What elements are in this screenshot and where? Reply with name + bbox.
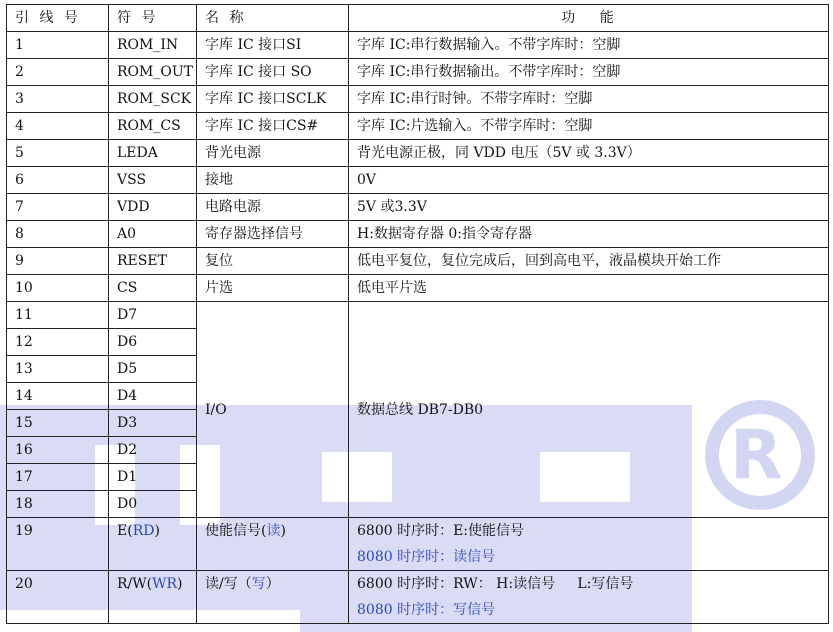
table-row (7, 518, 829, 571)
cell-name (197, 571, 349, 624)
cell-bus-function: 数据总线 DB7-DB0 (349, 302, 829, 518)
cell-pin: 13 (7, 356, 109, 383)
cell-pin: 3 (7, 86, 109, 113)
header-name: 名 称 (197, 5, 349, 32)
cell-symbol: RESET (109, 248, 197, 275)
symbol-prefix: R/W( (117, 576, 153, 592)
function-line-8080: 8080 时序时：读信号 (357, 549, 496, 565)
cell-pin: 9 (7, 248, 109, 275)
name-suffix: ） (265, 576, 280, 592)
header-symbol: 符 号 (109, 5, 197, 32)
cell-pin: 20 (7, 571, 109, 624)
cell-symbol: ROM_SCK (109, 86, 197, 113)
symbol-suffix: ) (154, 523, 160, 539)
cell-symbol: ROM_OUT (109, 59, 197, 86)
table-row (7, 221, 829, 248)
cell-symbol: A0 (109, 221, 197, 248)
cell-symbol: D3 (109, 410, 197, 437)
cell-name: 复位 (197, 248, 349, 275)
cell-symbol: LEDA (109, 140, 197, 167)
cell-symbol: D0 (109, 491, 197, 518)
symbol-alt: RD (132, 523, 155, 539)
cell-function: 低电平片选 (349, 275, 829, 302)
cell-function: 0V (349, 167, 829, 194)
name-alt: 读 (266, 523, 281, 539)
cell-pin: 6 (7, 167, 109, 194)
name-suffix: ) (280, 523, 286, 539)
cell-name: 字库 IC 接口SCLK (197, 86, 349, 113)
name-prefix: 读/写（ (205, 576, 252, 592)
cell-pin: 4 (7, 113, 109, 140)
function-line-6800: 6800 时序时：E:使能信号 (357, 523, 525, 539)
cell-pin: 5 (7, 140, 109, 167)
cell-name: 电路电源 (197, 194, 349, 221)
function-line-6800: 6800 时序时：RW： H:读信号 L:写信号 (357, 576, 634, 592)
cell-symbol: D6 (109, 329, 197, 356)
table-row (7, 167, 829, 194)
table-row (7, 86, 829, 113)
cell-pin: 19 (7, 518, 109, 571)
cell-pin: 17 (7, 464, 109, 491)
symbol-alt: WR (152, 576, 178, 592)
cell-function: 5V 或3.3V (349, 194, 829, 221)
cell-pin: 15 (7, 410, 109, 437)
cell-symbol: ROM_IN (109, 32, 197, 59)
cell-pin: 14 (7, 383, 109, 410)
cell-symbol: D5 (109, 356, 197, 383)
cell-pin: 2 (7, 59, 109, 86)
cell-function (349, 571, 829, 624)
pin-definition-table (6, 4, 829, 624)
header-pin: 引 线 号 (7, 5, 109, 32)
cell-name: 背光电源 (197, 140, 349, 167)
table-row (7, 113, 829, 140)
cell-symbol: VSS (109, 167, 197, 194)
function-line-8080: 8080 时序时：写信号 (357, 602, 496, 618)
cell-name (197, 518, 349, 571)
cell-function: 背光电源正极，同 VDD 电压（5V 或 3.3V） (349, 140, 829, 167)
name-prefix: 使能信号( (205, 523, 267, 539)
cell-name: 寄存器选择信号 (197, 221, 349, 248)
cell-function: 字库 IC:片选输入。不带字库时：空脚 (349, 113, 829, 140)
cell-pin: 8 (7, 221, 109, 248)
table-header-row (7, 5, 829, 32)
table-row (7, 248, 829, 275)
cell-pin: 16 (7, 437, 109, 464)
table-row (7, 59, 829, 86)
table-row (7, 302, 829, 329)
cell-symbol: D2 (109, 437, 197, 464)
cell-symbol: ROM_CS (109, 113, 197, 140)
table-row (7, 32, 829, 59)
symbol-suffix: ) (177, 576, 183, 592)
cell-symbol: VDD (109, 194, 197, 221)
cell-symbol: D7 (109, 302, 197, 329)
cell-name: 字库 IC 接口SI (197, 32, 349, 59)
cell-pin: 11 (7, 302, 109, 329)
cell-bus-name: I/O (197, 302, 349, 518)
cell-function (349, 518, 829, 571)
cell-function: 字库 IC:串行时钟。不带字库时：空脚 (349, 86, 829, 113)
cell-pin: 7 (7, 194, 109, 221)
svg-text:R: R (730, 416, 783, 495)
cell-pin: 18 (7, 491, 109, 518)
cell-function: 字库 IC:串行数据输入。不带字库时：空脚 (349, 32, 829, 59)
cell-pin: 10 (7, 275, 109, 302)
table-row (7, 571, 829, 624)
cell-symbol (109, 518, 197, 571)
cell-function: 低电平复位，复位完成后，回到高电平，液晶模块开始工作 (349, 248, 829, 275)
cell-name: 字库 IC 接口 SO (197, 59, 349, 86)
cell-name: 片选 (197, 275, 349, 302)
header-function: 功 能 (349, 5, 829, 32)
symbol-prefix: E( (117, 523, 133, 539)
table-row (7, 275, 829, 302)
cell-name: 字库 IC 接口CS# (197, 113, 349, 140)
cell-function: H:数据寄存器 0:指令寄存器 (349, 221, 829, 248)
table-row (7, 194, 829, 221)
cell-symbol: D1 (109, 464, 197, 491)
cell-pin: 12 (7, 329, 109, 356)
cell-symbol (109, 571, 197, 624)
cell-symbol: D4 (109, 383, 197, 410)
cell-symbol: CS (109, 275, 197, 302)
cell-function: 字库 IC:串行数据输出。不带字库时：空脚 (349, 59, 829, 86)
cell-pin: 1 (7, 32, 109, 59)
table-row (7, 140, 829, 167)
name-alt: 写 (251, 576, 266, 592)
cell-name: 接地 (197, 167, 349, 194)
